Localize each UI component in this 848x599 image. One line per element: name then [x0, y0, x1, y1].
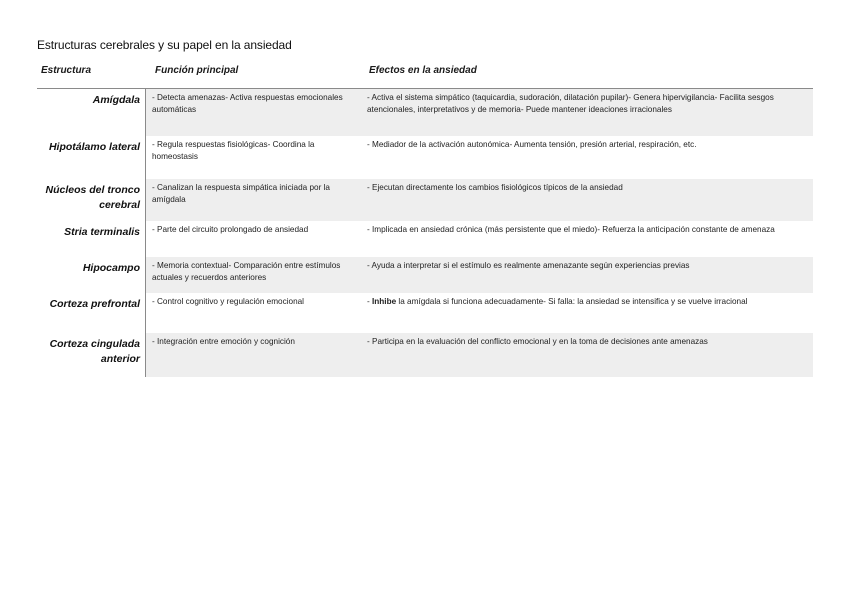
header-funcion: Función principal: [155, 65, 239, 76]
table-row: [37, 89, 813, 136]
row-structure-name: Núcleos del tronco cerebral: [37, 179, 146, 221]
row-structure-name: Hipocampo: [37, 257, 146, 293]
row-effects-cell: - Participa en la evaluación del conflicto emocional y en la toma de decisiones ante amenazas: [360, 333, 813, 377]
table-row: [37, 179, 813, 221]
table-row: [37, 257, 813, 293]
row-effects-cell: - Ejecutan directamente los cambios fisiológicos típicos de la ansiedad: [360, 179, 813, 221]
table-row: [37, 293, 813, 333]
row-effects-cell: - Activa el sistema simpático (taquicardia, sudoración, dilatación pupilar)- Genera hipervigilancia- Facilita sesgos atencionales, interpretativos y de memoria- Puede mantener ideaciones irracionales: [360, 89, 813, 136]
table-row: [37, 333, 813, 377]
table-row: [37, 221, 813, 257]
row-function-cell: - Regula respuestas fisiológicas- Coordina la homeostasis: [152, 140, 315, 161]
row-structure-name: Stria terminalis: [37, 221, 146, 257]
row-effects-cell: [360, 293, 813, 333]
row-function-cell: - Detecta amenazas- Activa respuestas emocionales automáticas: [146, 89, 360, 136]
row-structure-name: Amígdala: [37, 89, 146, 136]
effects-prefix: -: [367, 297, 373, 306]
header-efectos: Efectos en la ansiedad: [369, 65, 477, 76]
row-effects-cell: - Ayuda a interpretar si el estímulo es realmente amenazante según experiencias previas: [360, 257, 813, 293]
effects-bold-term: Inhibe: [372, 297, 397, 306]
effects-rest: la amígdala si funciona adecuadamente- Si falla: la ansiedad se intensifica y se vuelve irracional: [396, 297, 748, 306]
anxiety-structures-table: [37, 62, 813, 377]
table-header-row: [37, 62, 813, 89]
row-function-cell: - Memoria contextual- Comparación entre estímulos actuales y recuerdos anteriores: [146, 257, 360, 293]
row-effects-cell: - Implicada en ansiedad crónica (más persistente que el miedo)- Refuerza la anticipación constante de amenaza: [367, 225, 775, 234]
header-estructura: Estructura: [41, 65, 92, 76]
row-structure-name: Corteza cingulada anterior: [37, 333, 146, 377]
row-function-cell: - Control cognitivo y regulación emocional: [152, 297, 305, 306]
page-title: Estructuras cerebrales y su papel en la ansiedad: [37, 38, 292, 52]
row-structure-name: Hipotálamo lateral: [37, 136, 146, 179]
row-function-cell: - Canalizan la respuesta simpática iniciada por la amígdala: [146, 179, 360, 221]
row-function-cell: - Integración entre emoción y cognición: [146, 333, 360, 377]
row-effects-cell: - Mediador de la activación autonómica- Aumenta tensión, presión arterial, respiración, etc.: [367, 140, 697, 149]
table-row: [37, 136, 813, 179]
row-structure-name: Corteza prefrontal: [37, 293, 146, 333]
row-function-cell: - Parte del circuito prolongado de ansiedad: [152, 225, 309, 234]
